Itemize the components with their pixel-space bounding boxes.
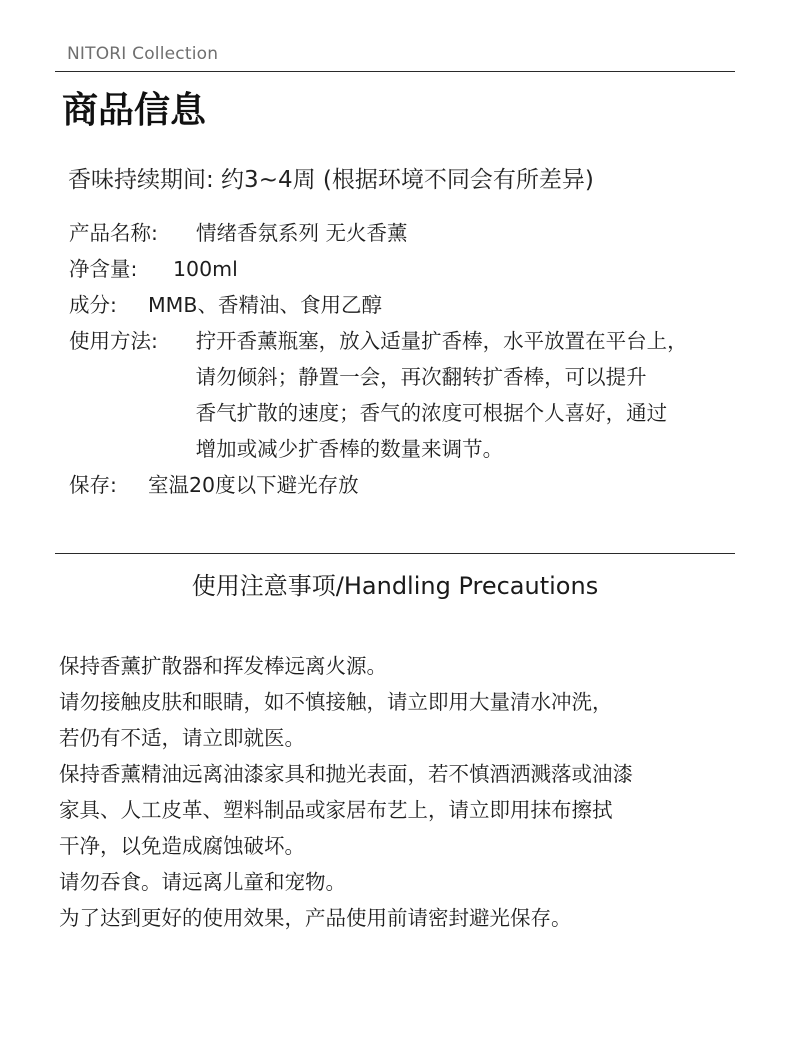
spec-row-storage <box>69 467 769 503</box>
spec-label-ingredients: 成分: <box>69 293 117 317</box>
precautions-title: 使用注意事项/Handling Precautions <box>191 572 599 600</box>
usage-line: 请勿倾斜；静置一会，再次翻转扩香棒，可以提升 <box>195 365 647 389</box>
spec-row-name <box>69 215 769 251</box>
precaution-line: 为了达到更好的使用效果，产品使用前请密封避光保存。 <box>59 906 572 930</box>
spec-value-usage <box>196 323 769 467</box>
page-title: 商品信息 <box>62 90 207 131</box>
precautions-list <box>59 648 759 936</box>
spec-label-usage: 使用方法: <box>69 329 158 353</box>
spec-label-name: 产品名称: <box>69 221 158 245</box>
precaution-line: 请勿吞食。请远离儿童和宠物。 <box>59 870 346 894</box>
spec-label-volume: 净含量: <box>69 257 138 281</box>
product-specs <box>69 215 769 503</box>
spec-row-usage <box>69 323 769 467</box>
usage-line: 香气扩散的速度；香气的浓度可根据个人喜好，通过 <box>195 401 668 425</box>
usage-line: 增加或减少扩香棒的数量来调节。 <box>195 437 504 461</box>
brand-label: NITORI Collection <box>67 44 219 64</box>
spec-value-volume: 100ml <box>173 257 238 281</box>
precaution-line: 干净，以免造成腐蚀破坏。 <box>59 834 305 858</box>
precaution-line: 家具、人工皮革、塑料制品或家居布艺上，请立即用抹布擦拭 <box>59 798 613 822</box>
spec-value-storage: 室温20度以下避光存放 <box>148 473 359 497</box>
precaution-line: 请勿接触皮肤和眼睛，如不慎接触，请立即用大量清水冲洗， <box>59 690 613 714</box>
top-divider <box>55 71 735 72</box>
precaution-line: 保持香薰扩散器和挥发棒远离火源。 <box>59 654 387 678</box>
spec-label-storage: 保存: <box>69 473 117 497</box>
spec-value-ingredients: MMB、香精油、食用乙醇 <box>148 293 382 317</box>
spec-row-ingredients <box>69 287 769 323</box>
usage-line: 拧开香薰瓶塞，放入适量扩香棒，水平放置在平台上， <box>195 329 688 353</box>
fragrance-duration: 香味持续期间: 约3~4周 (根据环境不同会有所差异) <box>68 167 594 193</box>
spec-value-name: 情绪香氛系列 无火香薰 <box>196 221 408 245</box>
precaution-line: 保持香薰精油远离油漆家具和抛光表面，若不慎酒洒溅落或油漆 <box>59 762 633 786</box>
section-divider <box>55 553 735 554</box>
spec-row-volume <box>69 251 769 287</box>
precaution-line: 若仍有不适，请立即就医。 <box>59 726 305 750</box>
